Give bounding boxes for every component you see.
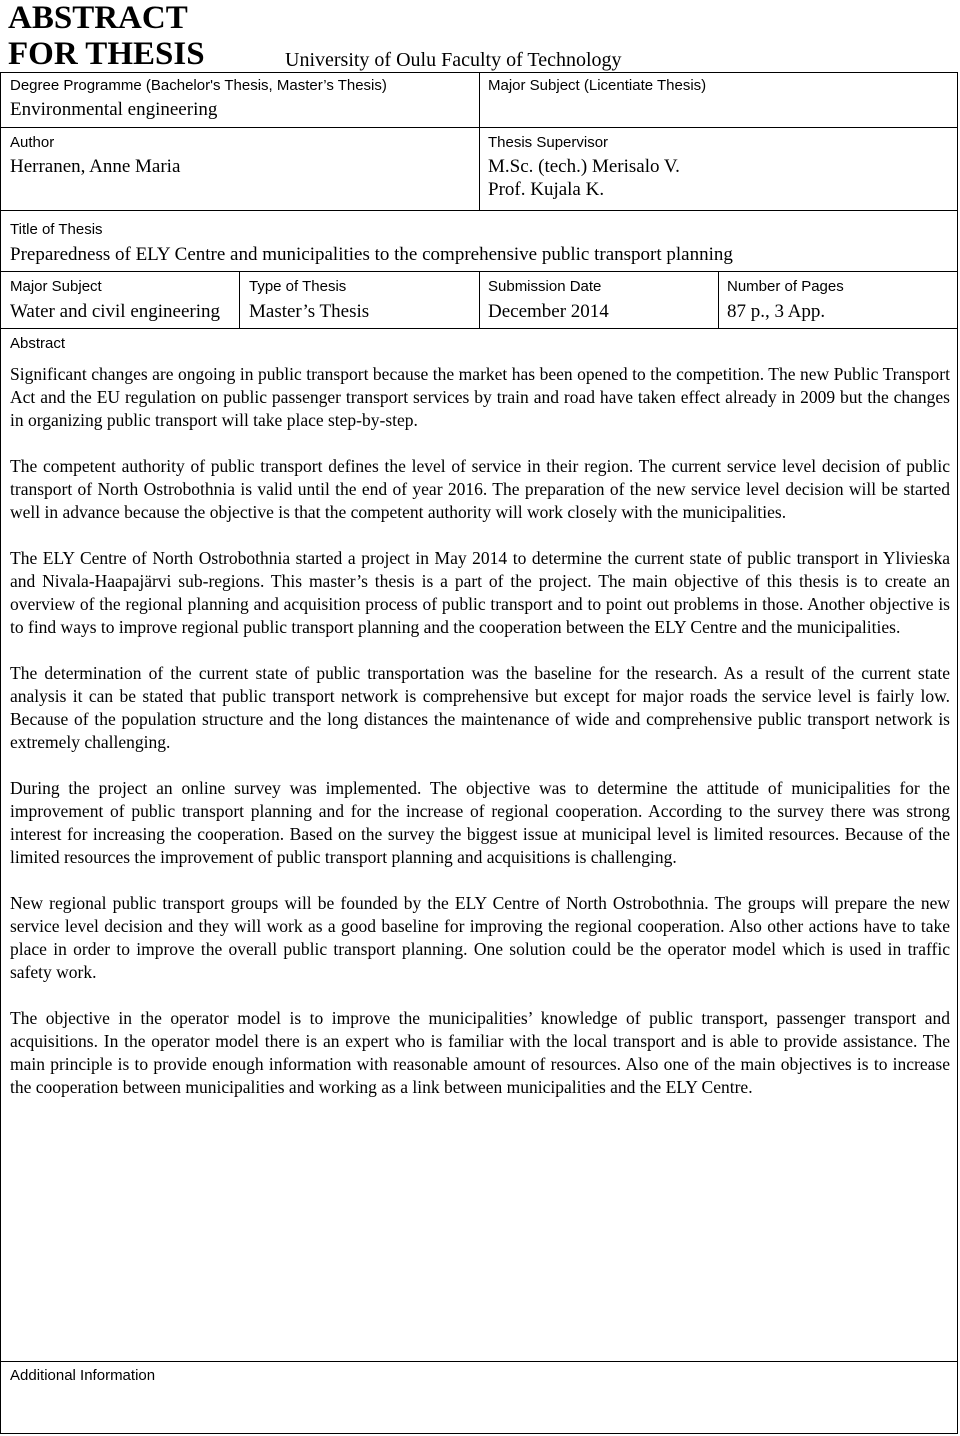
thesis-supervisor-label: Thesis Supervisor [488, 134, 609, 151]
abstract-label: Abstract [10, 335, 66, 352]
thesis-abstract-form [0, 72, 958, 1434]
thesis-supervisor-value-2: Prof. Kujala K. [488, 179, 605, 200]
abstract-paragraph: The competent authority of public transport defines the level of service in their region. The current service level decision of public transport of North Ostrobothnia is valid until the end of year 2016. The preparation of the new service level decision will be started well in advance because the objective is that the competent authority will work closely with the municipalities. [10, 456, 950, 522]
document-title-line2: FOR THESIS [8, 36, 205, 72]
submission-date-label: Submission Date [488, 278, 602, 295]
major-subject-licentiate-label: Major Subject (Licentiate Thesis) [488, 77, 707, 94]
divider [1, 328, 957, 329]
divider [479, 271, 480, 328]
abstract-paragraph: Significant changes are ongoing in public transport because the market has been opened to the competition. The new Public Transport Act and the EU regulation on public passenger transport services by train and road have taken effect already in 2009 but the changes in organizing public transport will take place step-by-step. [10, 364, 950, 430]
abstract-paragraph: New regional public transport groups will be founded by the ELY Centre of North Ostrobothnia. The groups will prepare the new service level decision and they will work as a good baseline for improving the regional cooperation. Also other actions have to take place in order to improve the overall public transport planning. One solution could be the operator model which is used in traffic safety work. [10, 893, 950, 982]
number-of-pages-value: 87 p., 3 App. [727, 301, 826, 322]
divider [718, 271, 719, 328]
additional-information-label: Additional Information [10, 1367, 156, 1384]
type-of-thesis-label: Type of Thesis [249, 278, 347, 295]
abstract-body [10, 363, 950, 1122]
thesis-supervisor-value-1: M.Sc. (tech.) Merisalo V. [488, 156, 680, 177]
divider [479, 73, 480, 210]
title-of-thesis-value: Preparedness of ELY Centre and municipalities to the comprehensive public transport planning [10, 244, 733, 265]
abstract-paragraph: During the project an online survey was implemented. The objective was to determine the attitude of municipalities for the improvement of public transport planning and for the increase of regional cooperation. According to the survey there was strong interest for increasing the cooperation. Based on the survey the biggest issue at municipal level is limited resources. Because of the limited resources the improvement of public transport planning and acquisitions is challenging. [10, 778, 950, 867]
document-title-line1: ABSTRACT [8, 0, 188, 36]
degree-programme-label: Degree Programme (Bachelor's Thesis, Master’s Thesis) [10, 77, 387, 94]
university-name: University of Oulu Faculty of Technology [285, 49, 622, 71]
document-title [8, 0, 205, 72]
number-of-pages-label: Number of Pages [727, 278, 844, 295]
abstract-paragraph: The objective in the operator model is to improve the municipalities’ knowledge of public transport, passenger transport and acquisitions. In the operator model there is an expert who is familiar with the local transport and is able to provide assistance. The main principle is to provide enough information with reasonable amount of resources. Also one of the main objectives is to increase the cooperation between municipalities and working as a link between municipalities and the ELY Centre. [10, 1008, 950, 1097]
major-subject-value: Water and civil engineering [10, 301, 221, 322]
major-subject-label: Major Subject [10, 278, 102, 295]
author-value: Herranen, Anne Maria [10, 156, 181, 177]
type-of-thesis-value: Master’s Thesis [249, 301, 370, 322]
degree-programme-value: Environmental engineering [10, 99, 218, 120]
divider [1, 210, 957, 211]
abstract-paragraph: The determination of the current state of public transportation was the baseline for the research. As a result of the current state analysis it can be stated that public transport network is comprehensive but except for major roads the service level is fairly low. Because of the population structure and the long distances the maintenance of wide and comprehensive public transport network is extremely challenging. [10, 663, 950, 752]
author-label: Author [10, 134, 55, 151]
divider [239, 271, 240, 328]
abstract-paragraph: The ELY Centre of North Ostrobothnia started a project in May 2014 to determine the current state of public transport in Ylivieska and Nivala-Haapajärvi sub-regions. This master’s thesis is a part of the project. The main objective of this thesis is to create an overview of the regional planning and acquisition process of public transport and to point out problems in those. Another objective is to find ways to improve regional public transport planning and the cooperation between the ELY Centre and the municipalities. [10, 548, 950, 637]
submission-date-value: December 2014 [488, 301, 609, 322]
title-of-thesis-label: Title of Thesis [10, 221, 103, 238]
divider [1, 1361, 957, 1362]
